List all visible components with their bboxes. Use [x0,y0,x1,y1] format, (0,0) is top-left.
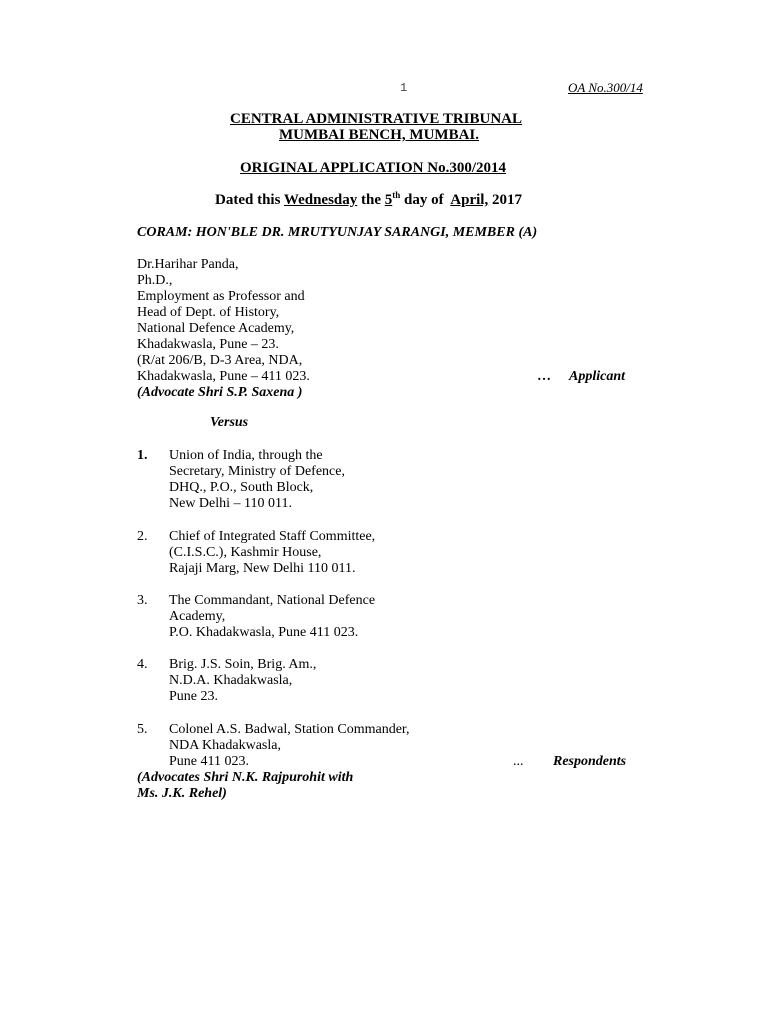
respondent-number: 1. [137,448,148,463]
respondent-line: Union of India, through the [169,448,323,463]
dated-day-suffix: th [392,190,401,200]
respondent-5 [169,722,410,770]
respondents-role: Respondents [553,754,627,769]
respondents-advocates-line-1: (Advocates Shri N.K. Rajpurohit with [137,770,354,785]
page-number: 1 [400,81,408,95]
respondents-advocates-line-2: Ms. J.K. Rehel) [137,786,227,801]
versus-label: Versus [210,415,249,430]
respondent-line: N.D.A. Khadakwasla, [169,673,293,688]
respondent-4 [169,657,316,705]
respondent-line: (C.I.S.C.), Kashmir House, [169,545,322,560]
applicant-line: National Defence Academy, [137,321,295,336]
respondent-line: NDA Khadakwasla, [169,738,281,753]
respondent-line: Pune 411 023. [169,754,249,769]
respondent-line: The Commandant, National Defence [169,593,376,608]
dated-line [215,192,522,208]
respondent-number: 4. [137,657,148,672]
applicant-advocate: (Advocate Shri S.P. Saxena ) [137,385,303,400]
respondent-line: P.O. Khadakwasla, Pune 411 023. [169,625,359,640]
dated-month: April, [450,192,489,208]
case-reference: OA No.300/14 [568,80,643,95]
dated-year: 2017 [488,192,522,208]
dated-day-number: 5 [384,192,393,208]
dated-day-of: day of [400,192,451,208]
respondent-number: 5. [137,722,148,737]
respondents-dots: ... [513,754,524,769]
respondent-line: DHQ., P.O., South Block, [169,480,314,495]
tribunal-name: CENTRAL ADMINISTRATIVE TRIBUNAL [230,111,523,127]
respondent-line: New Delhi – 110 011. [169,496,292,511]
respondent-line: Academy, [169,609,226,624]
applicant-block [137,257,310,401]
dated-weekday: Wednesday [283,192,358,208]
applicant-line: Employment as Professor and [137,289,305,304]
respondent-line: Colonel A.S. Badwal, Station Commander, [169,722,410,737]
respondent-3 [169,593,375,641]
tribunal-bench: MUMBAI BENCH, MUMBAI. [279,127,479,143]
respondent-number: 3. [137,593,148,608]
applicant-line: Khadakwasla, Pune – 23. [137,337,279,352]
applicant-line: Ph.D., [137,273,173,288]
respondent-number: 2. [137,529,148,544]
applicant-role: Applicant [569,369,626,384]
applicant-line: Khadakwasla, Pune – 411 023. [137,369,310,384]
applicant-line: (R/at 206/B, D-3 Area, NDA, [137,353,303,368]
respondent-line: Secretary, Ministry of Defence, [169,464,345,479]
respondent-line: Chief of Integrated Staff Committee, [169,529,376,544]
respondent-line: Rajaji Marg, New Delhi 110 011. [169,561,356,576]
respondent-1 [169,448,345,512]
dated-the: the [357,192,385,208]
respondent-line: Brig. J.S. Soin, Brig. Am., [169,657,317,672]
applicant-line: Dr.Harihar Panda, [137,257,239,272]
dated-prefix: Dated this [215,192,284,208]
coram: CORAM: HON'BLE DR. MRUTYUNJAY SARANGI, MEMBER (A) [137,225,538,240]
respondent-line: Pune 23. [169,689,218,704]
application-number: ORIGINAL APPLICATION No.300/2014 [240,160,507,176]
applicant-dots: … [537,369,551,384]
applicant-line: Head of Dept. of History, [137,305,280,320]
respondent-2 [169,529,375,577]
